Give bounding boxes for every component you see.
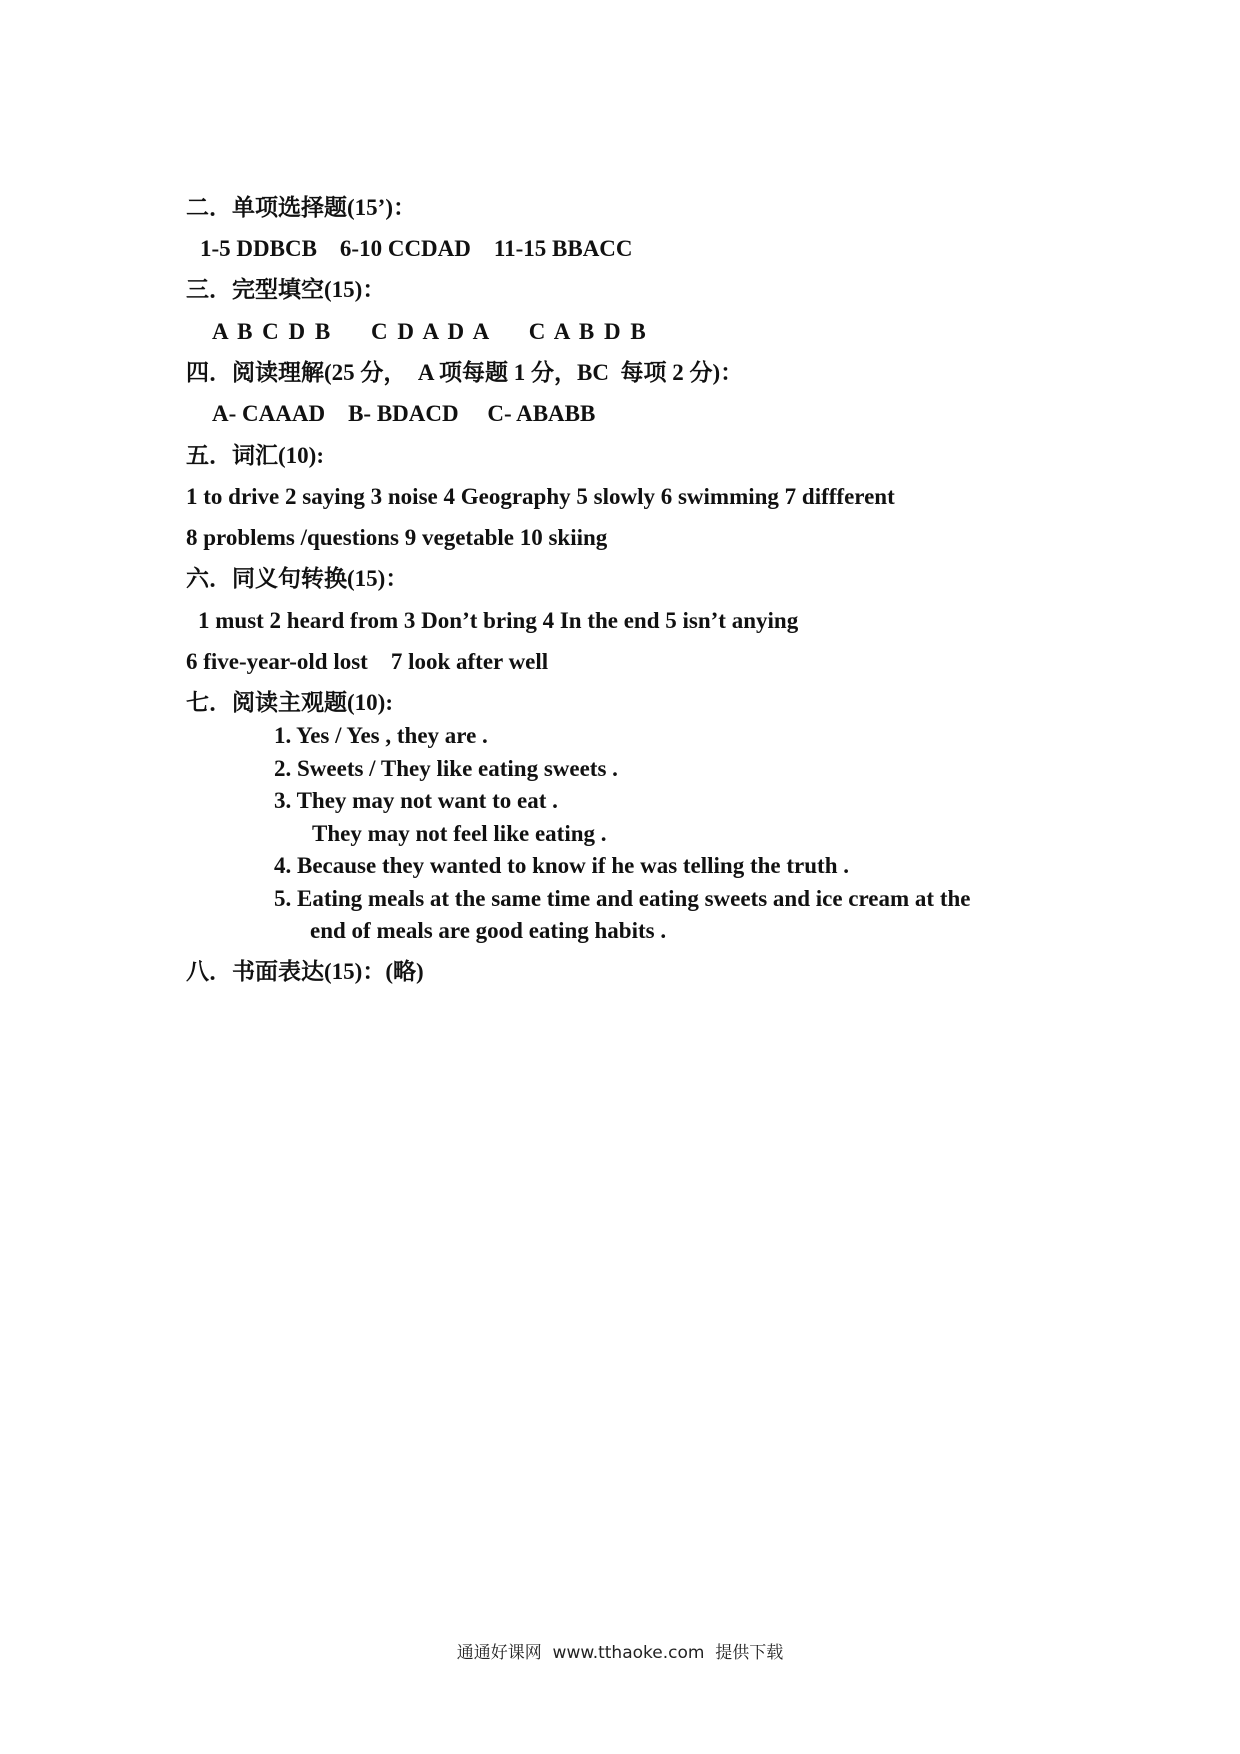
footer-download-credit: 通通好课网 www.tthaoke.com 提供下载 xyxy=(456,1643,784,1663)
section-6-answers-line-1: 1 must 2 heard from 3 Don’t bring 4 In the end 5 isn’t anying xyxy=(198,608,799,633)
section-4-heading: 四．阅读理解(25 分， A 项每题 1 分，BC 每项 2 分)： xyxy=(186,360,744,385)
section-3-heading: 三．完型填空(15)： xyxy=(186,277,386,302)
section-5-answers-line-2: 8 problems /questions 9 vegetable 10 skiing xyxy=(186,525,608,550)
section-5-answers-line-1: 1 to drive 2 saying 3 noise 4 Geography 5 slowly 6 swimming 7 diffferent xyxy=(186,484,895,509)
section-2-heading: 二．单项选择题(15’)： xyxy=(186,195,416,220)
section-7-answer-5-cont: end of meals are good eating habits . xyxy=(310,918,667,943)
section-2-answers: 1-5 DDBCB 6-10 CCDAD 11-15 BBACC xyxy=(200,236,633,261)
section-3-answers: A B C D B C D A D A C A B D B xyxy=(212,319,648,344)
section-6-answers-line-2: 6 five-year-old lost 7 look after well xyxy=(186,649,549,674)
section-4-answers: A- CAAAD B- BDACD C- ABABB xyxy=(212,401,596,426)
section-8-heading: 八．书面表达(15)：(略) xyxy=(186,959,424,984)
section-7-answer-3-alt: They may not feel like eating . xyxy=(312,821,607,846)
section-7-answer-1: 1. Yes / Yes , they are . xyxy=(274,723,488,748)
section-6-heading: 六．同义句转换(15)： xyxy=(186,566,409,591)
section-7-answer-4: 4. Because they wanted to know if he was telling the truth . xyxy=(274,853,849,878)
section-7-answer-2: 2. Sweets / They like eating sweets . xyxy=(274,756,618,781)
section-7-heading: 七．阅读主观题(10): xyxy=(186,690,393,715)
section-7-answer-5: 5. Eating meals at the same time and eating sweets and ice cream at the xyxy=(274,886,971,911)
section-7-answer-3: 3. They may not want to eat . xyxy=(274,788,558,813)
section-5-heading: 五．词汇(10): xyxy=(186,443,324,468)
